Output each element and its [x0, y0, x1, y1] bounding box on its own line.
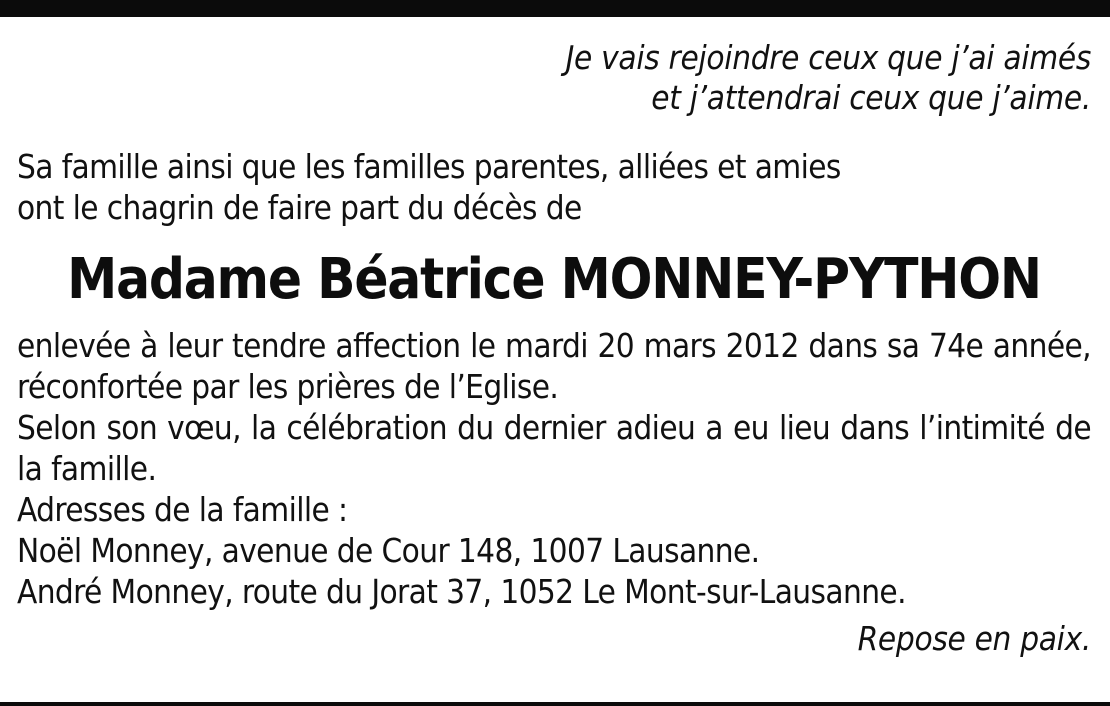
- death-notice-paragraph: enlevée à leur tendre affection le mardi 20 mars 2012 dans sa 74e année, réconfortée par les prières de l’Eglise.: [17, 326, 1091, 406]
- announcement-line-1: Sa famille ainsi que les familles parentes, alliées et amies: [17, 147, 841, 186]
- family-announcement: [17, 146, 1091, 228]
- addresses-heading: Adresses de la famille :: [17, 490, 348, 529]
- obituary-notice: [17, 38, 1091, 659]
- closing-line: Repose en paix.: [857, 619, 1091, 658]
- epigraph-line-2: et j’attendrai ceux que j’aime.: [651, 78, 1091, 117]
- bottom-border-rule: [0, 702, 1110, 706]
- family-address-2: André Monney, route du Jorat 37, 1052 Le Mont-sur-Lausanne.: [17, 572, 906, 611]
- epigraph-line-1: Je vais rejoindre ceux que j’ai aimés: [565, 38, 1091, 77]
- family-address-1: Noël Monney, avenue de Cour 148, 1007 Lausanne.: [17, 531, 760, 570]
- epigraph: [17, 38, 1091, 118]
- deceased-name: Madame Béatrice MONNEY-PYTHON: [67, 247, 1041, 312]
- announcement-line-2: ont le chagrin de faire part du décès de: [17, 188, 582, 227]
- notice-body: [17, 325, 1091, 612]
- top-border-bar: [0, 0, 1110, 17]
- ceremony-paragraph: Selon son vœu, la célébration du dernier adieu a eu lieu dans l’intimité de la famille.: [17, 408, 1091, 488]
